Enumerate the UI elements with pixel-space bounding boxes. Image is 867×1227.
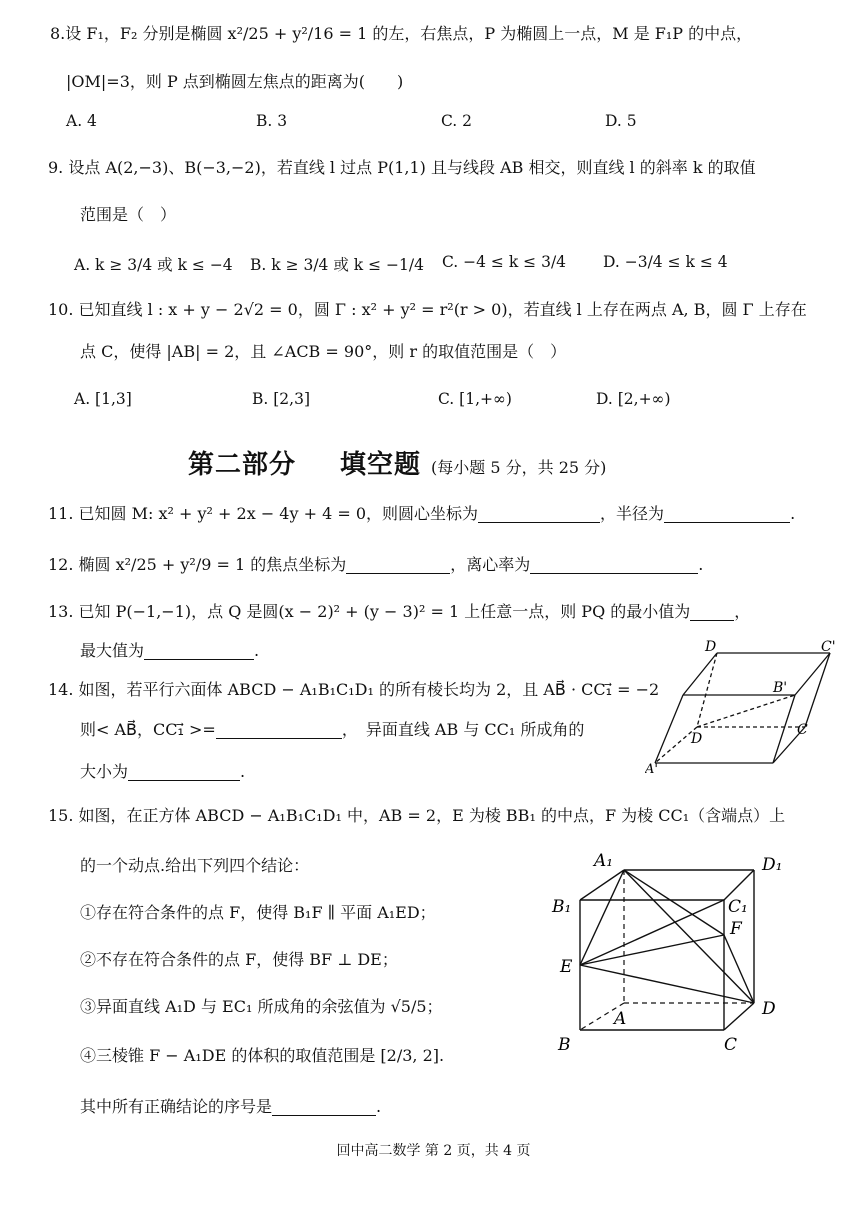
q15-label-d1: D₁ (762, 855, 783, 875)
q14-label-d-top: D (705, 639, 717, 655)
q10-option-c: C. [1,+∞) (438, 390, 512, 408)
q15-last-text: 其中所有正确结论的序号是 (80, 1097, 273, 1116)
q9-option-c: C. −4 ≤ k ≤ 3/4 (442, 253, 567, 271)
q15-label-c1: C₁ (728, 897, 748, 917)
q10-option-b: B. [2,3] (252, 390, 310, 408)
q15-cube-figure (548, 848, 798, 1058)
q10-line1: 10. 已知直线 l : x + y − 2√2 = 0，圆 Γ : x² + y² = r²(r > 0)，若直线 l 上存在两点 A, B，圆 Γ 上存在 (48, 300, 807, 319)
q8-line2: |OM|=3，则 P 点到椭圆左焦点的距离为( ) (66, 72, 404, 91)
q14-line3-text: 大小为 (80, 762, 129, 781)
q9-option-a: A. k ≥ 3/4 或 k ≤ −4 (74, 256, 233, 274)
q14-blank-angle[interactable] (216, 722, 342, 739)
q15-label-d: D (762, 999, 776, 1019)
q15-last-line (80, 1097, 381, 1116)
q14-label-b-prime: B' (773, 680, 788, 696)
q8-option-c: C. 2 (441, 112, 473, 130)
q15-item-4: ④三棱锥 F − A₁DE 的体积的取值范围是 [2/3, 2]. (80, 1046, 445, 1065)
q13-line2-text: 最大值为 (80, 641, 145, 660)
section-heading (188, 444, 606, 481)
q12-blank-foci[interactable] (346, 557, 450, 574)
q13-line1-end: ， (734, 602, 751, 621)
q11-end: . (790, 504, 796, 523)
section-note: (每小题 5 分，共 25 分) (431, 458, 607, 477)
q15-item-3: ③异面直线 A₁D 与 EC₁ 所成角的余弦值为 √5/5； (80, 997, 443, 1016)
q11-blank-center[interactable] (478, 506, 600, 523)
q14-label-c: C (797, 722, 808, 738)
q15-label-b: B (558, 1035, 571, 1055)
q8-option-d: D. 5 (605, 112, 637, 130)
q11-blank-radius[interactable] (664, 506, 790, 523)
q12-blank-eccentricity[interactable] (530, 557, 698, 574)
q14-line3 (80, 762, 245, 781)
q9-line1: 9. 设点 A(2,−3)、B(−3,−2)，若直线 l 过点 P(1,1) 且与线段 AB 相交，则直线 l 的斜率 k 的取值 (48, 158, 756, 177)
q15-label-a1: A₁ (594, 851, 614, 871)
q8-option-b: B. 3 (256, 112, 288, 130)
page-footer: 回中高二数学 第 2 页，共 4 页 (336, 1143, 531, 1159)
q13-blank-min[interactable] (690, 604, 734, 621)
q13-blank-max[interactable] (144, 643, 254, 660)
q9-line2: 范围是（ ） (80, 205, 177, 224)
q10-option-d: D. [2,+∞) (596, 390, 671, 408)
section-title: 第二部分 (188, 450, 297, 480)
q14-line2-b: ， 异面直线 AB 与 CC₁ 所成角的 (341, 720, 585, 739)
q13-line1 (48, 602, 750, 621)
q15-label-b1: B₁ (552, 897, 572, 917)
q11-text-a: 11. 已知圆 M: x² + y² + 2x − 4y + 4 = 0，则圆心坐标为 (48, 504, 479, 523)
q8-line1: 8.设 F₁，F₂ 分别是椭圆 x²/25 + y²/16 = 1 的左，右焦点，P 为椭圆上一点，M 是 F₁P 的中点， (50, 24, 753, 43)
q14-blank-size[interactable] (128, 764, 240, 781)
q15-item-1: ①存在符合条件的点 F，使得 B₁F ∥ 平面 A₁ED； (80, 903, 436, 922)
q11-line (48, 504, 795, 523)
q15-blank-answer[interactable] (272, 1099, 376, 1116)
q15-line2: 的一个动点.给出下列四个结论： (80, 856, 310, 875)
q15-last-end: . (376, 1097, 382, 1116)
q13-line2 (80, 641, 259, 660)
q10-line2: 点 C，使得 |AB| = 2，且 ∠ACB = 90°，则 r 的取值范围是（ ） (80, 342, 567, 361)
q14-label-d-bottom: D (691, 731, 703, 747)
q15-line1: 15. 如图，在正方体 ABCD − A₁B₁C₁D₁ 中，AB = 2，E 为棱 BB₁ 的中点，F 为棱 CC₁（含端点）上 (48, 806, 786, 825)
q11-text-b: ，半径为 (600, 504, 665, 523)
q12-text-a: 12. 椭圆 x²/25 + y²/9 = 1 的焦点坐标为 (48, 555, 347, 574)
q14-label-c-prime: C' (821, 639, 836, 655)
q14-line2-a: 则< AB⃗，CC₁⃗ >= (80, 720, 216, 739)
q9-option-d: D. −3/4 ≤ k ≤ 4 (603, 253, 728, 271)
q15-label-f: F (730, 919, 742, 939)
q14-line2 (80, 720, 584, 739)
q15-label-e: E (560, 957, 573, 977)
q12-line (48, 555, 703, 574)
q12-end: . (698, 555, 704, 574)
q14-line1: 14. 如图，若平行六面体 ABCD − A₁B₁C₁D₁ 的所有棱长均为 2，且 AB⃗ · CC₁⃗ = −2 (48, 680, 660, 699)
q13-text: 13. 已知 P(−1,−1)，点 Q 是圆(x − 2)² + (y − 3)² = 1 上任意一点，则 PQ 的最小值为 (48, 602, 691, 621)
q15-label-a: A (614, 1009, 627, 1029)
q9-option-b: B. k ≥ 3/4 或 k ≤ −1/4 (250, 256, 424, 274)
q14-label-a-prime: A' (645, 762, 658, 777)
q14-parallelepiped-figure (645, 635, 845, 785)
q13-line2-end: . (254, 641, 260, 660)
q8-option-a: A. 4 (66, 112, 97, 130)
q10-option-a: A. [1,3] (74, 390, 132, 408)
q12-text-b: ，离心率为 (450, 555, 531, 574)
section-subtitle: 填空题 (340, 450, 422, 480)
q15-item-2: ②不存在符合条件的点 F，使得 BF ⊥ DE； (80, 950, 398, 969)
q15-label-c: C (724, 1035, 738, 1055)
q14-line3-end: . (240, 762, 246, 781)
